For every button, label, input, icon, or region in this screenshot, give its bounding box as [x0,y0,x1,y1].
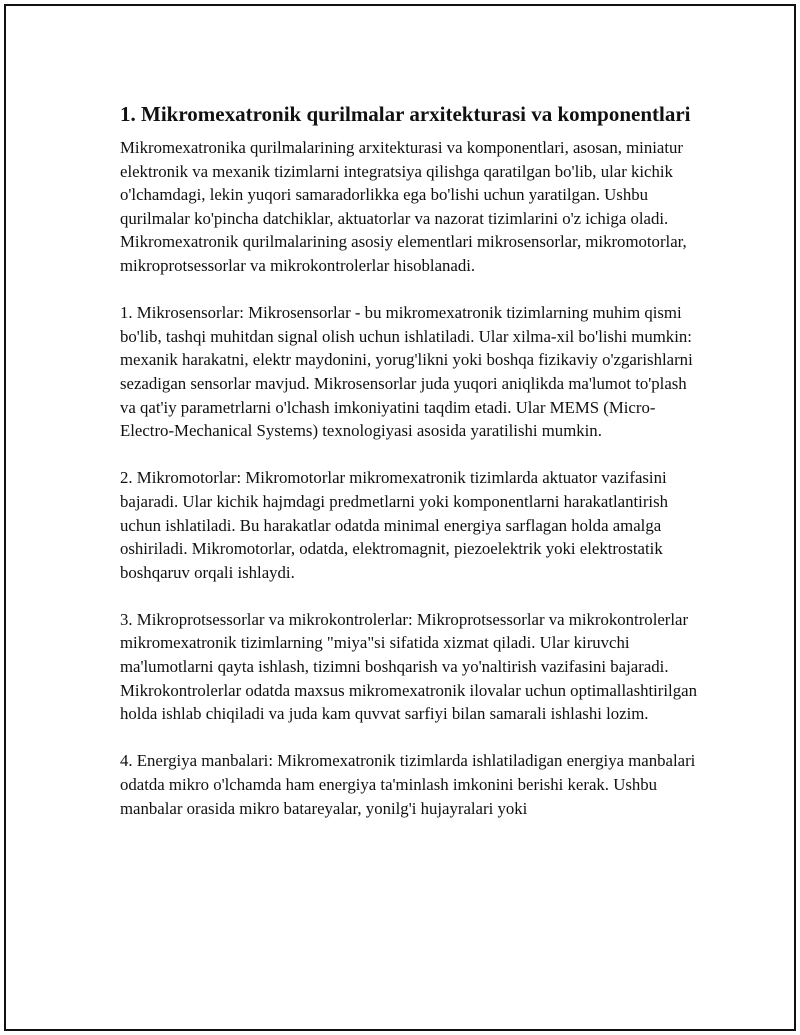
document-body [120,100,702,844]
intro-paragraph: Mikromexatronika qurilmalarining arxitekturasi va komponentlari, asosan, miniatur elektronik va mexanik tizimlarni integratsiya qilishga qaratilgan bo'lib, ular kichik o'lchamdagi, lekin yuqori samaradorlikka ega bo'lishi uchun yaratilgan. Ushbu qurilmalar ko'pincha datchiklar, aktuatorlar va nazorat tizimlarini o'z ichiga oladi. Mikromexatronik qurilmalarining asosiy elementlari mikrosensorlar, mikromotorlar, mikroprotsessorlar va mikrokontrolerlar hisoblanadi. [120,138,687,275]
paragraph-microsensors: 1. Mikrosensorlar: Mikrosensorlar - bu mikromexatronik tizimlarning muhim qismi bo'lib, tashqi muhitdan signal olish uchun ishlatiladi. Ular xilma-xil bo'lishi mumkin: mexanik harakatni, elektr maydonini, yorug'likni yoki boshqa fizikaviy o'zgarishlarni sezadigan sensorlar mavjud. Mikrosensorlar juda yuqori aniqlikda ma'lumot to'plash va qat'iy parametrlarni o'lchash imkoniyatini taqdim etadi. Ular MEMS (Micro-Electro-Mechanical Systems) texnologiyasi asosida yaratilishi mumkin. [120,303,693,441]
paragraph-micromotors: 2. Mikromotorlar: Mikromotorlar mikromexatronik tizimlarda aktuator vazifasini bajaradi. Ular kichik hajmdagi predmetlarni yoki komponentlarni harakatlantirish uchun ishlatiladi. Bu harakatlar odatda minimal energiya sarflagan holda amalga oshiriladi. Mikromotorlar, odatda, elektromagnit, piezoelektrik yoki elektrostatik boshqaruv orqali ishlaydi. [120,468,669,582]
paragraph-energy-sources: 4. Energiya manbalari: Mikromexatronik tizimlarda ishlatiladigan energiya manbalari odatda mikro o'lchamda ham energiya ta'minlash imkonini berishi kerak. Ushbu manbalar orasida mikro batareyalar, yonilg'i hujayralari yoki [120,751,696,818]
page-frame [4,4,796,1031]
section-heading: 1. Mikromexatronik qurilmalar arxitekturasi va komponentlari [120,102,691,126]
paragraph-microprocessors: 3. Mikroprotsessorlar va mikrokontrolerlar: Mikroprotsessorlar va mikrokontrolerlar mikromexatronik tizimlarning "miya"si sifatida xizmat qiladi. Ular kiruvchi ma'lumotlarni qayta ishlash, tizimni boshqarish va yo'naltirish vazifasini bajaradi. Mikrokontrolerlar odatda maxsus mikromexatronik ilovalar uchun optimallashtirilgan holda ishlab chiqiladi va juda kam quvvat sarfiyi bilan samarali ishlashi lozim. [120,609,697,724]
